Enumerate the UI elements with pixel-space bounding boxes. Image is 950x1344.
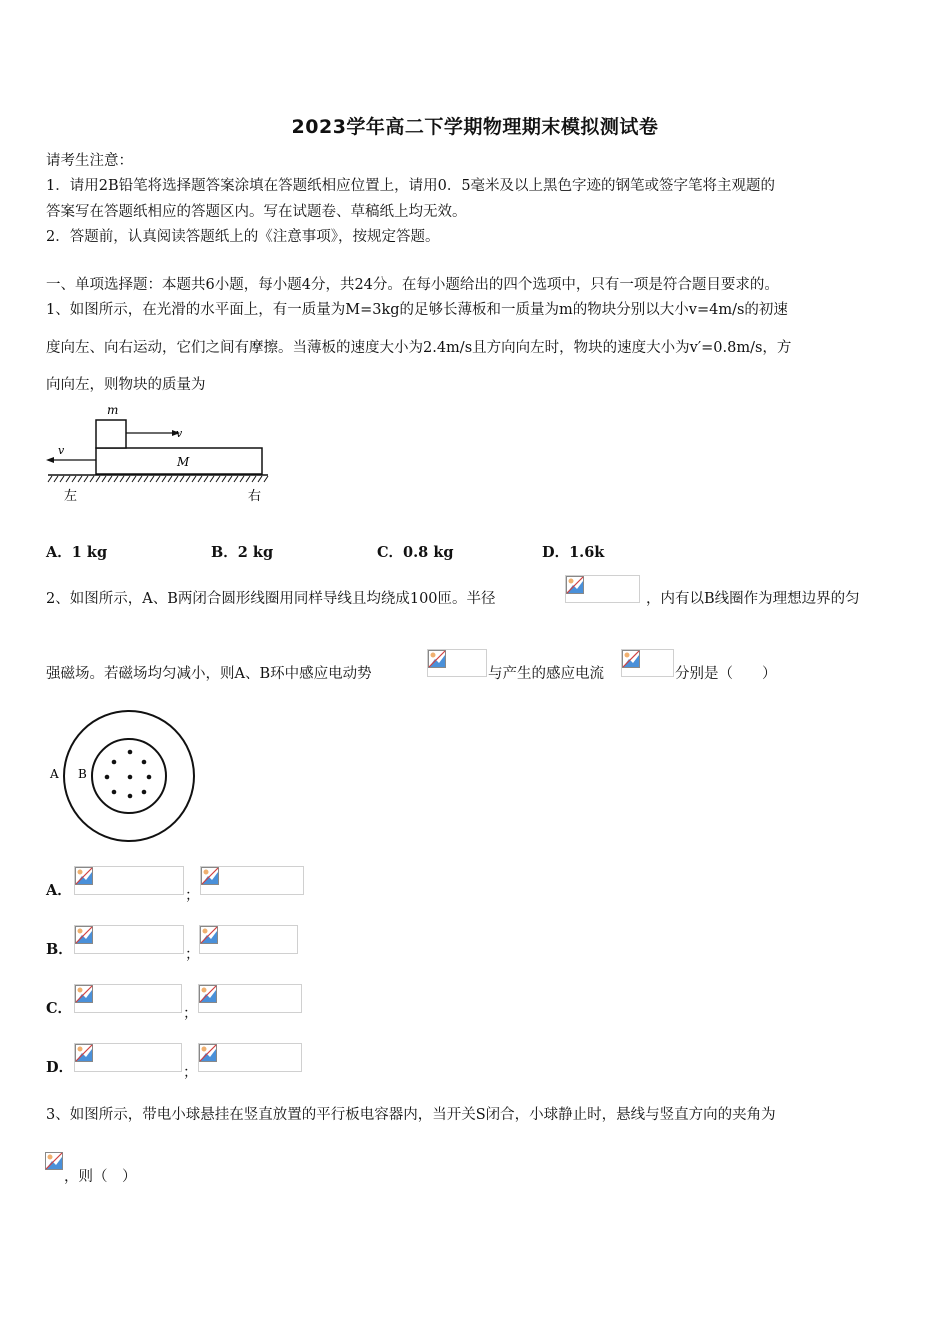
q2-option-d-sep: ； [183,1065,198,1081]
label-M: M [177,455,190,469]
q1-option-a[interactable]: A．1 kg [46,544,108,561]
broken-image-icon [45,1152,63,1170]
broken-image-icon [199,1044,217,1062]
q2-line-1-b: ，内有以B线圈作为理想边界的匀 [646,591,860,607]
broken-image-icon [75,867,93,885]
broken-image-icon [566,576,584,594]
broken-image-icon [199,985,217,1003]
q2-line-2-c: 分别是（ ） [675,666,777,682]
q3-line-1: 3、如图所示，带电小球悬挂在竖直放置的平行板电容器内，当开关S闭合，小球静止时，悬线与竖直方向的夹角为 [46,1107,776,1123]
broken-image-icon [75,1044,93,1062]
q2-option-b-letter[interactable]: B． [46,941,73,958]
q2-option-d-letter[interactable]: D． [46,1059,74,1076]
q2-line-2-b: 与产生的感应电流 [488,666,604,682]
q3-line-2: ，则（ ） [64,1169,137,1185]
q2-emf-image-placeholder [427,649,487,677]
q2-option-c-letter[interactable]: C． [46,1000,73,1017]
q2-option-d-image-2[interactable] [198,1043,302,1072]
broken-image-icon [75,985,93,1003]
q2-option-b-image-1[interactable] [74,925,184,954]
notice-item-1-line-2: 答案写在答题纸相应的答题区内。写在试题卷、草稿纸上均无效。 [46,204,467,220]
q2-line-1-a: 2、如图所示，A、B两闭合圆形线圈用同样导线且均绕成100匝。半径 [46,591,496,607]
q2-option-a-letter[interactable]: A． [46,882,72,899]
q2-option-a-sep: ； [185,888,200,904]
block [96,420,126,448]
q1-board-block-figure [44,400,274,506]
broken-image-icon [622,650,640,668]
q2-radius-image-placeholder [565,575,640,603]
q2-option-a-image-1[interactable] [74,866,184,895]
q1-line-3: 向向左，则物块的质量为 [46,377,206,393]
exam-title: 2023学年高二下学期物理期末模拟测试卷 [291,116,659,138]
label-v-top: v [176,427,183,440]
label-right: 右 [248,489,262,504]
q1-line-2: 度向左、向右运动，它们之间有摩擦。当薄板的速度大小为2.4m/s且方向向左时，物块的速度大小为v′=0.8m/s，方 [46,340,792,356]
q1-option-d[interactable]: D．1.6k [542,544,605,561]
notice-heading: 请考生注意： [46,153,133,169]
q2-option-d-image-1[interactable] [74,1043,182,1072]
broken-image-icon [201,867,219,885]
broken-image-icon [75,926,93,944]
q1-option-b[interactable]: B．2 kg [211,544,274,561]
notice-item-2: 2．答题前，认真阅读答题纸上的《注意事项》，按规定答题。 [46,229,440,245]
label-coil-b: B [78,767,87,781]
q2-option-b-sep: ； [185,947,200,963]
q3-angle-image-placeholder [45,1152,63,1172]
label-left: 左 [64,489,78,504]
q2-line-2-a: 强磁场。若磁场均匀减小，则A、B环中感应电动势 [46,666,372,682]
q2-option-c-image-1[interactable] [74,984,182,1013]
arrow-left-head [46,457,54,463]
q1-option-c[interactable]: C．0.8 kg [377,544,454,561]
ground-hatching [48,476,268,482]
q1-line-1: 1、如图所示，在光滑的水平面上，有一质量为M=3kg的足够长薄板和一质量为m的物块分别以大小v=4m/s的初速 [46,302,788,318]
section-heading: 一、单项选择题：本题共6小题，每小题4分，共24分。在每小题给出的四个选项中，只有一项是符合题目要求的。 [46,277,779,293]
q2-coils-figure [44,706,204,846]
broken-image-icon [428,650,446,668]
label-v-left: v [58,444,65,457]
label-m: m [107,403,119,417]
broken-image-icon [200,926,218,944]
q2-option-b-image-2[interactable] [199,925,298,954]
q2-option-c-image-2[interactable] [198,984,302,1013]
label-coil-a: A [50,767,59,781]
q2-option-a-image-2[interactable] [200,866,304,895]
notice-item-1-line-1: 1．请用2B铅笔将选择题答案涂填在答题纸相应位置上，请用0．5毫米及以上黑色字迹的钢笔或签字笔将主观题的 [46,178,776,194]
q2-current-image-placeholder [621,649,674,677]
magnetic-field-dots [105,750,152,799]
q2-option-c-sep: ； [183,1006,198,1022]
